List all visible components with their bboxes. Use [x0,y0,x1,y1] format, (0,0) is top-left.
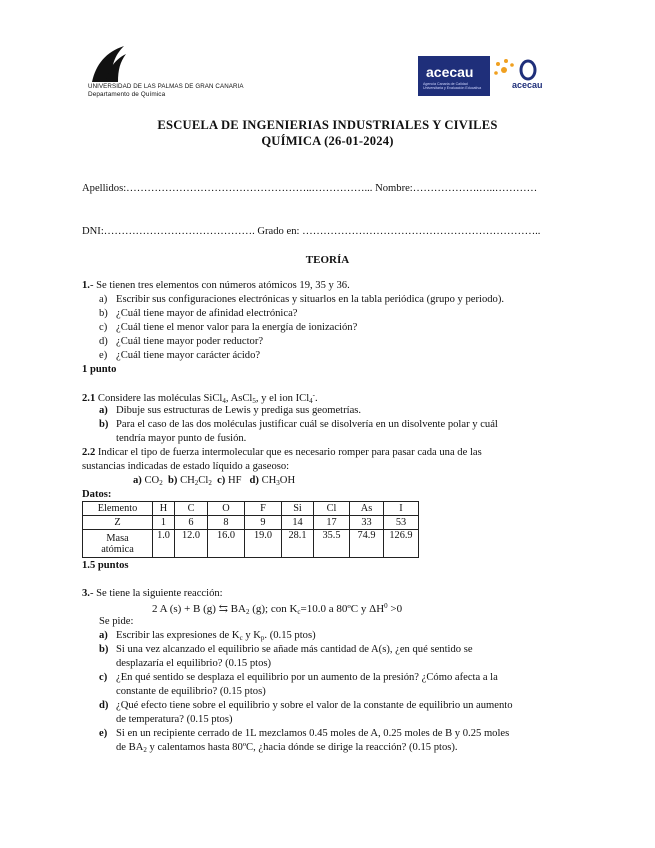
q2-points: 1.5 puntos [82,560,129,571]
school-title: ESCUELA DE INGENIERIAS INDUSTRIALES Y CIVILES [157,118,498,132]
q2-1-item-a: a) Dibuje sus estructuras de Lewis y prediga sus geometrías. [99,405,362,416]
table-cell: 17 [314,516,350,530]
q3-item-b: b) Si una vez alcanzado el equilibrio se añade más cantidad de A(s), ¿en qué sentido se [99,644,473,655]
q3-item-b-cont: desplazaría el equilibrio? (0.15 ptos) [116,658,272,669]
table-header-row [83,502,419,516]
q1-item-e: e) ¿Cuál tiene mayor carácter ácido? [99,350,261,361]
substances-list: a) $CO_2$ b) $CH_2Cl_2$ c) HF d) $CH_3OH$ [133,475,296,487]
section-title: TEORÍA [305,254,350,266]
apellidos-nombre-field[interactable]: Apellidos:……………………………………………..……………... Nombre:……………….…..………… [82,183,538,194]
datos-label: Datos: [82,489,112,500]
table-cell: F [245,502,282,516]
q1-number: 1. [82,280,90,291]
data-table [82,501,419,558]
table-cell: Z [83,516,153,530]
table-row-mass [83,530,419,558]
table-cell: 35.5 [314,530,350,558]
table-cell: 6 [175,516,208,530]
question-2-2: 2.2 Indicar el tipo de fuerza intermolecular que es necesario romper para pasar cada una de las [82,447,482,458]
table-cell: 126.9 [384,530,419,558]
table-cell: Elemento [83,502,153,516]
table-cell: Si [282,502,314,516]
table-cell: 53 [384,516,419,530]
table-cell: O [208,502,245,516]
table-cell: 33 [350,516,384,530]
se-pide: Se pide: [99,616,134,627]
acecau-subtext: Agencia Canaria de Calidad Universitaria y Evaluación Educativa [423,82,482,90]
reaction-equation: 2 A (s) + B (g) ⇆ $BA_2$ (g); con $K_c=10.0$ a 80ºC y $\Delta H^0 >0$ [152,602,403,616]
university-name: UNIVERSIDAD DE LAS PALMAS DE GRAN CANARIA [88,83,244,90]
q3-item-c-cont: constante de equilibrio? (0.15 ptos) [116,686,266,697]
table-cell: I [384,502,419,516]
acecau-box [418,56,490,96]
table-cell: 1 [153,516,175,530]
university-emblem-icon [86,44,132,84]
table-cell: 9 [245,516,282,530]
acecau-seal [492,56,561,96]
question-2-2-cont: sustancias indicadas de estado líquido a gaseoso: [82,461,290,472]
exam-title: QUÍMICA (26-01-2024) [261,134,394,148]
q1-item-d: d) ¿Cuál tiene mayor poder reductor? [99,336,264,347]
q3-item-d-cont: de temperatura? (0.15 ptos) [116,714,233,725]
table-cell: 19.0 [245,530,282,558]
table-cell: As [350,502,384,516]
acecau-text: acecau [426,64,474,80]
acecau-text-2: acecau [512,80,543,90]
q1-text: - Se tienen tres elementos con números atómicos 19, 35 y 36. [89,280,350,291]
q1-item-c: c) ¿Cuál tiene el menor valor para la energía de ionización? [99,322,358,333]
question-1 [82,280,350,291]
table-cell: 8 [208,516,245,530]
question-3: 3.- Se tiene la siguiente reacción: [82,588,223,599]
question-2-1: 2.1 Considere las moléculas SiCl$_4$, AsCl$_5$, y el ion ICl$_4$-. [82,391,318,405]
q2-1-item-b-cont: tendría mayor punto de fusión. [116,433,247,444]
table-cell: H [153,502,175,516]
table-cell: 14 [282,516,314,530]
dni-grado-field[interactable]: DNI:……………………………………. Grado en: ………………………………………………………….. [82,226,541,237]
q1-item-b: b) ¿Cuál tiene mayor de afinidad electrónica? [99,308,298,319]
q2-1-item-b: b) Para el caso de las dos moléculas justificar cuál se disolvería en un disolvente polar y cuál [99,419,498,430]
table-cell: 16.0 [208,530,245,558]
q3-item-d: d) ¿Qué efecto tiene sobre el equilibrio y sobre el valor de la constante de equilibrio un aumento [99,700,513,711]
table-cell: 12.0 [175,530,208,558]
table-cell: 28.1 [282,530,314,558]
table-cell-mass-label: Masa atómica [83,530,153,558]
accreditation-logo [418,56,561,98]
q1-item-a: a) Escribir sus configuraciones electrónicas y situarlos en la tabla periódica (grupo y periodo). [99,294,505,305]
q3-item-e-cont: de $BA_2$ y calentamos hasta 80ºC, ¿hacia dónde se dirige la reacción? (0.15 ptos). [116,742,458,754]
table-cell: Cl [314,502,350,516]
q3-item-c: c) ¿En qué sentido se desplaza el equilibrio por un aumento de la presión? ¿Cómo afecta a la [99,672,498,683]
department-name: Departamento de Química [88,91,166,98]
table-cell: C [175,502,208,516]
table-cell: 74.9 [350,530,384,558]
q3-item-e: e) Si en un recipiente cerrado de 1L mezclamos 0.45 moles de A, 0.25 moles de B y 0.25 moles [99,728,510,739]
q3-item-a: a) Escribir las expresiones de $K_c$ y $K_p$. (0.15 ptos) [99,630,316,642]
sun-icon [492,56,561,96]
table-row-z [83,516,419,530]
q1-points: 1 punto [82,364,117,375]
university-logo [86,44,246,84]
table-cell: 1.0 [153,530,175,558]
